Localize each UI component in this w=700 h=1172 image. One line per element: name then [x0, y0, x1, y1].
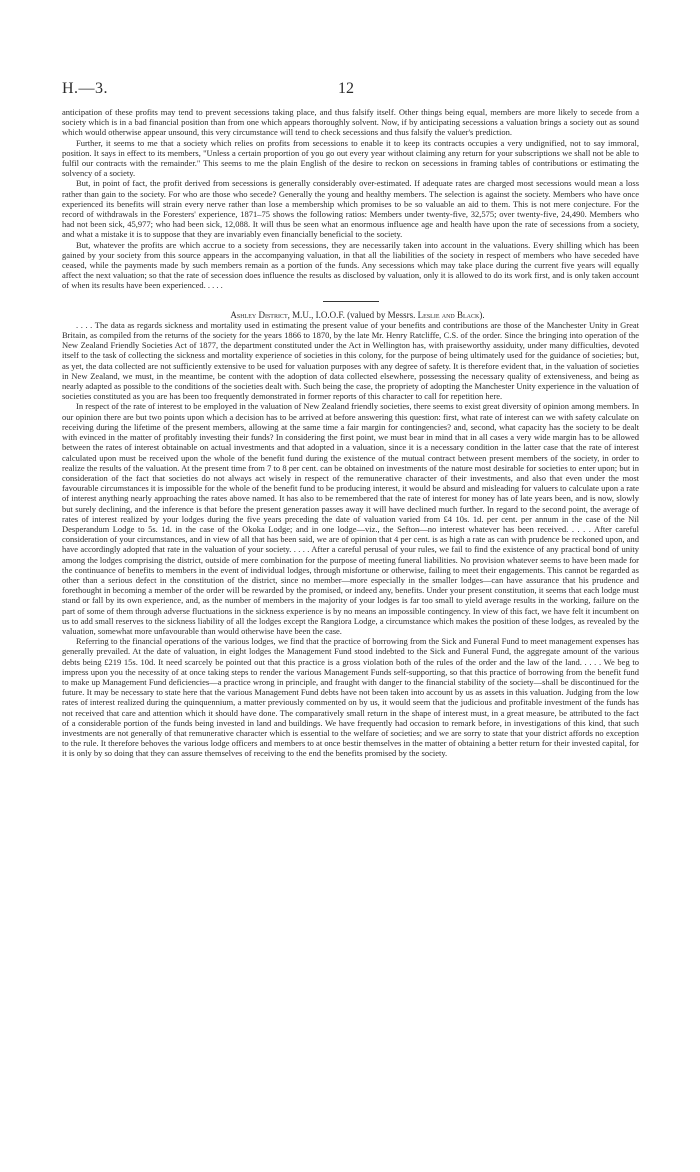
- paragraph: Referring to the financial operations of the various lodges, we find that the practice of borrowing from the Sick and Funeral Fund to meet management expenses has generally prevailed. At the date of valuation, in eight lodges the Management Fund stood indebted to the Sick and Funeral Fund, the aggregate amount of the various debts being £219 15s. 10d. It need scarcely be pointed out that this practice is a gross violation both of the rules of the order and the law of the land. . . . . We beg to impress upon you the necessity of at once taking steps to render the various Management Funds self-supporting, so that this practice of borrowing from the benefit fund to make up Management Fund deficiencies—a practice wrong in principle, and fraught with danger to the financial stability of the society—shall be discontinued for the future. It may be necessary to state here that the various Management Fund debts have not been taken into account by us as assets in this valuation. Judging from the low rates of interest realized during the quinquennium, a matter previously commented on by us, it would seem that the judicious and profitable investment of the funds has not received that care and attention which it should have done. The comparatively small return in the shape of interest must, in a great measure, be attributed to the fact of a considerable portion of the funds being invested in land and buildings. We have frequently had occasion to remark before, in investigations of this kind, that such investments are not generally of that remunerative character which is essential to the welfare of societies; and we are sorry to state that your district affords no exception to the rule. It therefore behoves the various lodge officers and members to at once bestir themselves in the matter of obtaining a better return for their invested capital, for it is only by so doing that they can assure themselves of receiving to the end the benefits promised by the society.: [62, 636, 639, 759]
- paragraph: In respect of the rate of interest to be employed in the valuation of New Zealand friendly societies, there seems to exist great diversity of opinion among members. In our opinion there are but two points upon which a decision has to be arrived at before answering this question: first, what rate of interest can we with safety calculate on receiving during the lifetime of the present members, allowing at the same time a fair margin for contingencies? and, second, what capacity has the society to be dealt with evinced in the matter of profitably investing their funds? In considering the first point, we must bear in mind that in all cases a very wide margin has to be allowed between the rates of interest obtainable on actual investments and that adopted in a valuation, since it is a necessary condition in the latter case that the rate of interest calculated upon must be received upon the whole of the benefit fund during the existence of the mutual contract between present members of the society, in order to realize the results of the valuation. At the present time from 7 to 8 per cent. can be obtained on investments of the nature most desirable for societies to enter upon; but in consideration of the fact that societies do not always act wisely in respect of the remunerative character of their investments, and also that even under the most favourable circumstances it is impossible for the whole of the benefit fund to be producing interest, it would be absurd and misleading for valuers to calculate upon a rate of interest anything nearly approaching the rates above named. It has also to be remembered that the rate of interest for money has of late years been, and is now, slowly but surely declining, and the inference is that before the present generation passes away it will have declined much further. In regard to the second point, the average of rates of interest realized by your lodges during the five years preceding the date of valuation varied from £4 10s. 1d. per cent. per annum in the case of the Nil Desperandum Lodge to 5s. 1d. in the case of the Okoka Lodge; and in one lodge—viz., the Sefton—no interest whatever has been received. . . . . After careful consideration of your circumstances, and in view of all that has been said, we are of opinion that 4 per cent. is as high a rate as can with prudence be reckoned upon, and have accordingly adopted that rate in the valuation of your society. . . . . After a careful perusal of your rules, we fail to find the existence of any practical bond of unity among the lodges comprising the district, outside of mere combination for the purpose of meeting funeral liabilities. No provision whatever seems to have been made for the continuance of benefits to members in the event of individual lodges, through misfortune or otherwise, failing to meet their engagements. This cannot be regarded as other than a serious defect in the constitution of the district, since no member—more especially in the smaller lodges—can have assurance that his prudence and forethought in becoming a member of the order will be rewarded by the promised, or indeed any, benefits. Under your present constitution, it seems that each lodge must stand or fall by its own experience, and, as the number of members in the majority of your lodges is far too small to yield average results in the working, failure on the part of some of them through adverse fluctuations in the sickness experience is by no means an impossible contingency. In view of this fact, we have felt it incumbent on us to add small reserves to the sickness liability of all the lodges except the Rangiora Lodge, a circumstance which makes the position of these lodges, as revealed by the valuation, somewhat more unfavourable than would otherwise have been the case.: [62, 401, 639, 636]
- paragraph: . . . . The data as regards sickness and mortality used in estimating the present value of your benefits and contributions are those of the Manchester Unity in Great Britain, as compiled from the returns of the society for the years 1866 to 1870, by the late Mr. Henry Ratcliffe, C.S. of the order. Since the bringing into operation of the New Zealand Friendly Societies Act of 1877, the department constituted under the Act in Wellington has, with praiseworthy assiduity, under many difficulties, devoted itself to the task of collecting the sickness and mortality experience of societies in this colony, for the purpose of being ultimately used for the guidance of societies; but, as yet, the data collected are not sufficiently extensive to be used for valuation purposes with any degree of safety. It is therefore evident that, in the valuation of societies in New Zealand, we must, in the meantime, be content with the adoption of data collected elsewhere, possessing the necessary quality of extensiveness, and being as nearly adapted as possible to the conditions of the societies dealt with. Such being the case, the propriety of adopting the Manchester Unity experience in the valuation of societies constituted as you are has been too frequently demonstrated in former reports of this character to call for repetition here.: [62, 319, 639, 402]
- heading-text: M.U., I.O.O.F. (valued by Messrs.: [289, 309, 418, 320]
- body-text: [62, 107, 639, 759]
- paragraph: anticipation of these profits may tend to prevent secessions taking place, and thus falsify itself. Other things being equal, members are more likely to secede from a society which is in a bad financial position than from one which appears thoroughly solvent. Now, if by anticipating secessions a valuation brings a society out as sound which would otherwise appear unsound, this very circumstance will tend to check secessions and thus falsify the valuer's prediction.: [62, 107, 639, 138]
- paragraph: But, whatever the profits are which accrue to a society from secessions, they are necessarily taken into account in the valuations. Every shilling which has been gained by your society from this source appears in the accompanying valuation, in that all the liabilities of the society in respect of members who have seceded have ceased, while the payments made by such members remain as a portion of the funds. Any secessions which may take place during the current five years will equally affect the next valuation; so that the rate of secession does influence the results as disclosed by valuation, only it is allowed to do its work first, and is only taken account of when its results have been experienced. . . . .: [62, 239, 639, 291]
- paragraph: Further, it seems to me that a society which relies on profits from secessions to enable it to keep its contracts occupies a very undignified, not to say immoral, position. It says in effect to its members, "Unless a certain proportion of you go out every year without claiming any return for your subscriptions we shall not be able to fulfil our contracts with the remainder." This seems to me the plain English of the desire to reckon on secessions in framing tables of contributions or estimating the solvency of a society.: [62, 137, 639, 179]
- document-reference: H.—3.: [62, 80, 109, 97]
- page-header: [62, 80, 638, 100]
- paragraph: But, in point of fact, the profit derived from secessions is generally considerably over-estimated. If adequate rates are charged most secessions would mean a loss rather than gain to the society. For who are those who secede? Generally the young and healthy members. The selection is against the society. Members who have once experienced its benefits will strain every nerve rather than lose a membership which promises to be so valuable an aid to them. This is not mere conjecture. For the record of withdrawals in the Foresters' experience, 1871–75 shows the following ratios: Members under twenty-five, 32,575; over twenty-five, 24,490. Members who had not been sick, 45,977; who had been sick, 12,088. It will thus be seen what an enormous influence age and health have upon the rate of secessions from a society, and what a mistake it is to suppose that they are invariably even financially beneficial to the society.: [62, 178, 639, 240]
- valuer-names: Leslie and Black: [417, 309, 480, 320]
- section-heading: [62, 310, 639, 320]
- district-name: Ashley District,: [230, 309, 290, 320]
- heading-end: ).: [479, 309, 485, 320]
- section-divider: [323, 301, 379, 302]
- page-number: 12: [338, 80, 354, 97]
